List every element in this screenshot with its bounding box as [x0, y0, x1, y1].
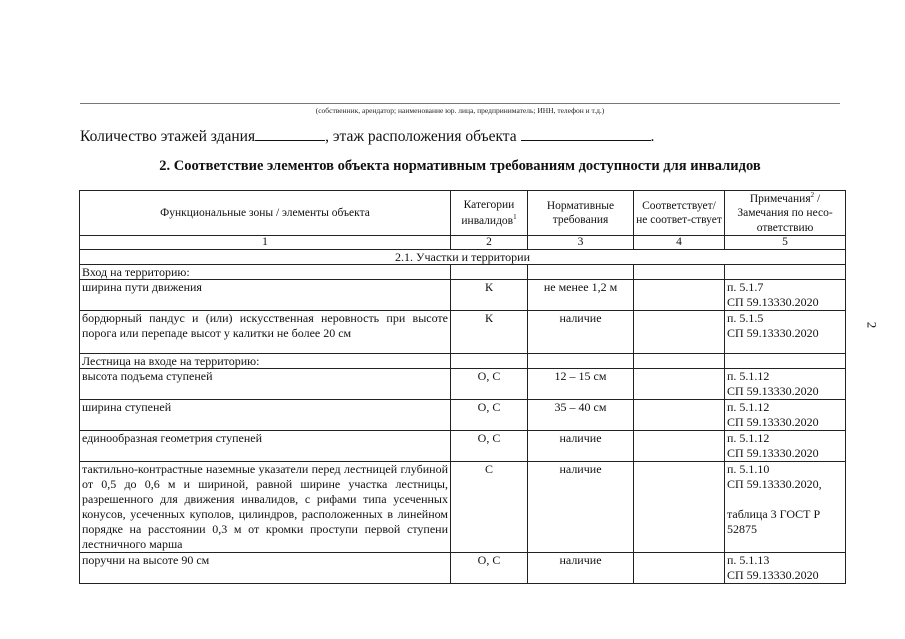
- compliance-cell[interactable]: [634, 462, 725, 553]
- compliance-cell[interactable]: [634, 400, 725, 431]
- note-standard: СП 59.13330.2020: [727, 295, 819, 309]
- column-number: 5: [725, 236, 846, 250]
- owner-caption: (собственник, арендатор; наименование юр. лица, предприниматель; ИНН, телефон и т.д.): [315, 106, 605, 115]
- note-cell: [725, 431, 846, 462]
- note-standard: СП 59.13330.2020: [727, 384, 819, 398]
- note-clause: п. 5.1.7: [727, 280, 764, 294]
- group-row: [80, 354, 846, 369]
- table-row: [80, 311, 846, 354]
- header-zones: Функциональные зоны / элементы объекта: [80, 191, 451, 236]
- requirement-cell: наличие: [528, 462, 634, 553]
- requirement-cell: наличие: [528, 431, 634, 462]
- table-row: [80, 431, 846, 462]
- column-number: 3: [528, 236, 634, 250]
- compliance-cell[interactable]: [634, 369, 725, 400]
- column-number: 1: [80, 236, 451, 250]
- table-row: [80, 553, 846, 584]
- note-cell: [725, 400, 846, 431]
- requirement-cell: 35 – 40 см: [528, 400, 634, 431]
- group-title: Лестница на входе на территорию:: [80, 354, 451, 369]
- element-cell: поручни на высоте 90 см: [80, 553, 451, 584]
- category-cell: С: [451, 462, 528, 553]
- note-clause: п. 5.1.12: [727, 369, 770, 383]
- header-compliance: Соответствует/ не соответ-ствует: [634, 191, 725, 236]
- element-cell: ширина ступеней: [80, 400, 451, 431]
- note-cell: [725, 311, 846, 354]
- note-standard: СП 59.13330.2020: [727, 568, 819, 582]
- requirements-table: [79, 190, 846, 584]
- compliance-cell[interactable]: [634, 553, 725, 584]
- subsection-row: [80, 250, 846, 265]
- footnote-2-mark: 2: [810, 191, 815, 200]
- subsection-title: 2.1. Участки и территории: [80, 250, 846, 265]
- note-cell: [725, 280, 846, 311]
- floors-label: Количество этажей здания: [80, 128, 256, 145]
- column-number-row: [80, 236, 846, 250]
- floor-location-field[interactable]: [521, 126, 651, 141]
- requirement-cell: не менее 1,2 м: [528, 280, 634, 311]
- note-cell: [725, 553, 846, 584]
- category-cell: К: [451, 311, 528, 354]
- note-standard: СП 59.13330.2020: [727, 446, 819, 460]
- element-cell: единообразная геометрия ступеней: [80, 431, 451, 462]
- header-categories: [451, 191, 528, 236]
- note-clause: п. 5.1.12: [727, 400, 770, 414]
- note-clause: п. 5.1.10: [727, 462, 770, 476]
- floors-count-field[interactable]: [255, 126, 325, 141]
- note-cell: [725, 369, 846, 400]
- footnote-1-mark: 1: [513, 212, 517, 221]
- requirement-cell: 12 – 15 см: [528, 369, 634, 400]
- compliance-cell[interactable]: [634, 311, 725, 354]
- category-cell: О, С: [451, 400, 528, 431]
- header-categories-text: Категории инвалидов: [461, 199, 515, 227]
- column-number: 2: [451, 236, 528, 250]
- note-standard: СП 59.13330.2020: [727, 326, 819, 340]
- group-title: Вход на территорию:: [80, 265, 451, 280]
- note-standard: СП 59.13330.2020: [727, 415, 819, 429]
- note-cell: [725, 462, 846, 553]
- note-clause: п. 5.1.5: [727, 311, 764, 325]
- page-number: 2: [864, 321, 880, 329]
- requirement-cell: наличие: [528, 553, 634, 584]
- element-cell: тактильно-контрастные наземные указатели перед лестницей глубиной от 0,5 до 0,6 м и шириной, равной ширине участка лестницы, разрешенного для движения инвалидов, с рифами типа усеченных конусов, усеченных куполов, цилиндров, расположенных в линейном порядке на расстоянии 0,3 м от кромки проступи первой ступени лестничного марша: [80, 462, 451, 553]
- table-row: [80, 462, 846, 553]
- element-cell: ширина пути движения: [80, 280, 451, 311]
- column-number: 4: [634, 236, 725, 250]
- note-clause: п. 5.1.12: [727, 431, 770, 445]
- header-notes-tail: / Замечания по несо-ответствию: [737, 192, 833, 234]
- requirement-cell: наличие: [528, 311, 634, 354]
- header-normative: Нормативные требования: [528, 191, 634, 236]
- note-standard: СП 59.13330.2020,: [727, 477, 822, 491]
- compliance-cell[interactable]: [634, 431, 725, 462]
- table-row: [80, 400, 846, 431]
- table-row: [80, 280, 846, 311]
- note-clause: п. 5.1.13: [727, 553, 770, 567]
- category-cell: О, С: [451, 431, 528, 462]
- floors-line: [80, 126, 654, 146]
- table-row: [80, 369, 846, 400]
- table-header-row: [80, 191, 846, 236]
- element-cell: высота подъема ступеней: [80, 369, 451, 400]
- category-cell: О, С: [451, 553, 528, 584]
- owner-line: [80, 103, 840, 104]
- compliance-cell[interactable]: [634, 280, 725, 311]
- note-extra-standard: таблица 3 ГОСТ Р 52875: [727, 507, 821, 536]
- group-row: [80, 265, 846, 280]
- section-title: 2. Соответствие элементов объекта нормативным требованиям доступности для инвалидов: [159, 158, 761, 174]
- element-cell: бордюрный пандус и (или) искусственная неровность при высоте порога или перепаде высот у калитки не более 20 см: [80, 311, 451, 354]
- floors-line-end: .: [650, 128, 655, 145]
- category-cell: О, С: [451, 369, 528, 400]
- floor-location-label: , этаж расположения объекта: [325, 128, 517, 145]
- header-notes-text: Примечания: [749, 192, 811, 205]
- category-cell: К: [451, 280, 528, 311]
- header-notes: [725, 191, 846, 236]
